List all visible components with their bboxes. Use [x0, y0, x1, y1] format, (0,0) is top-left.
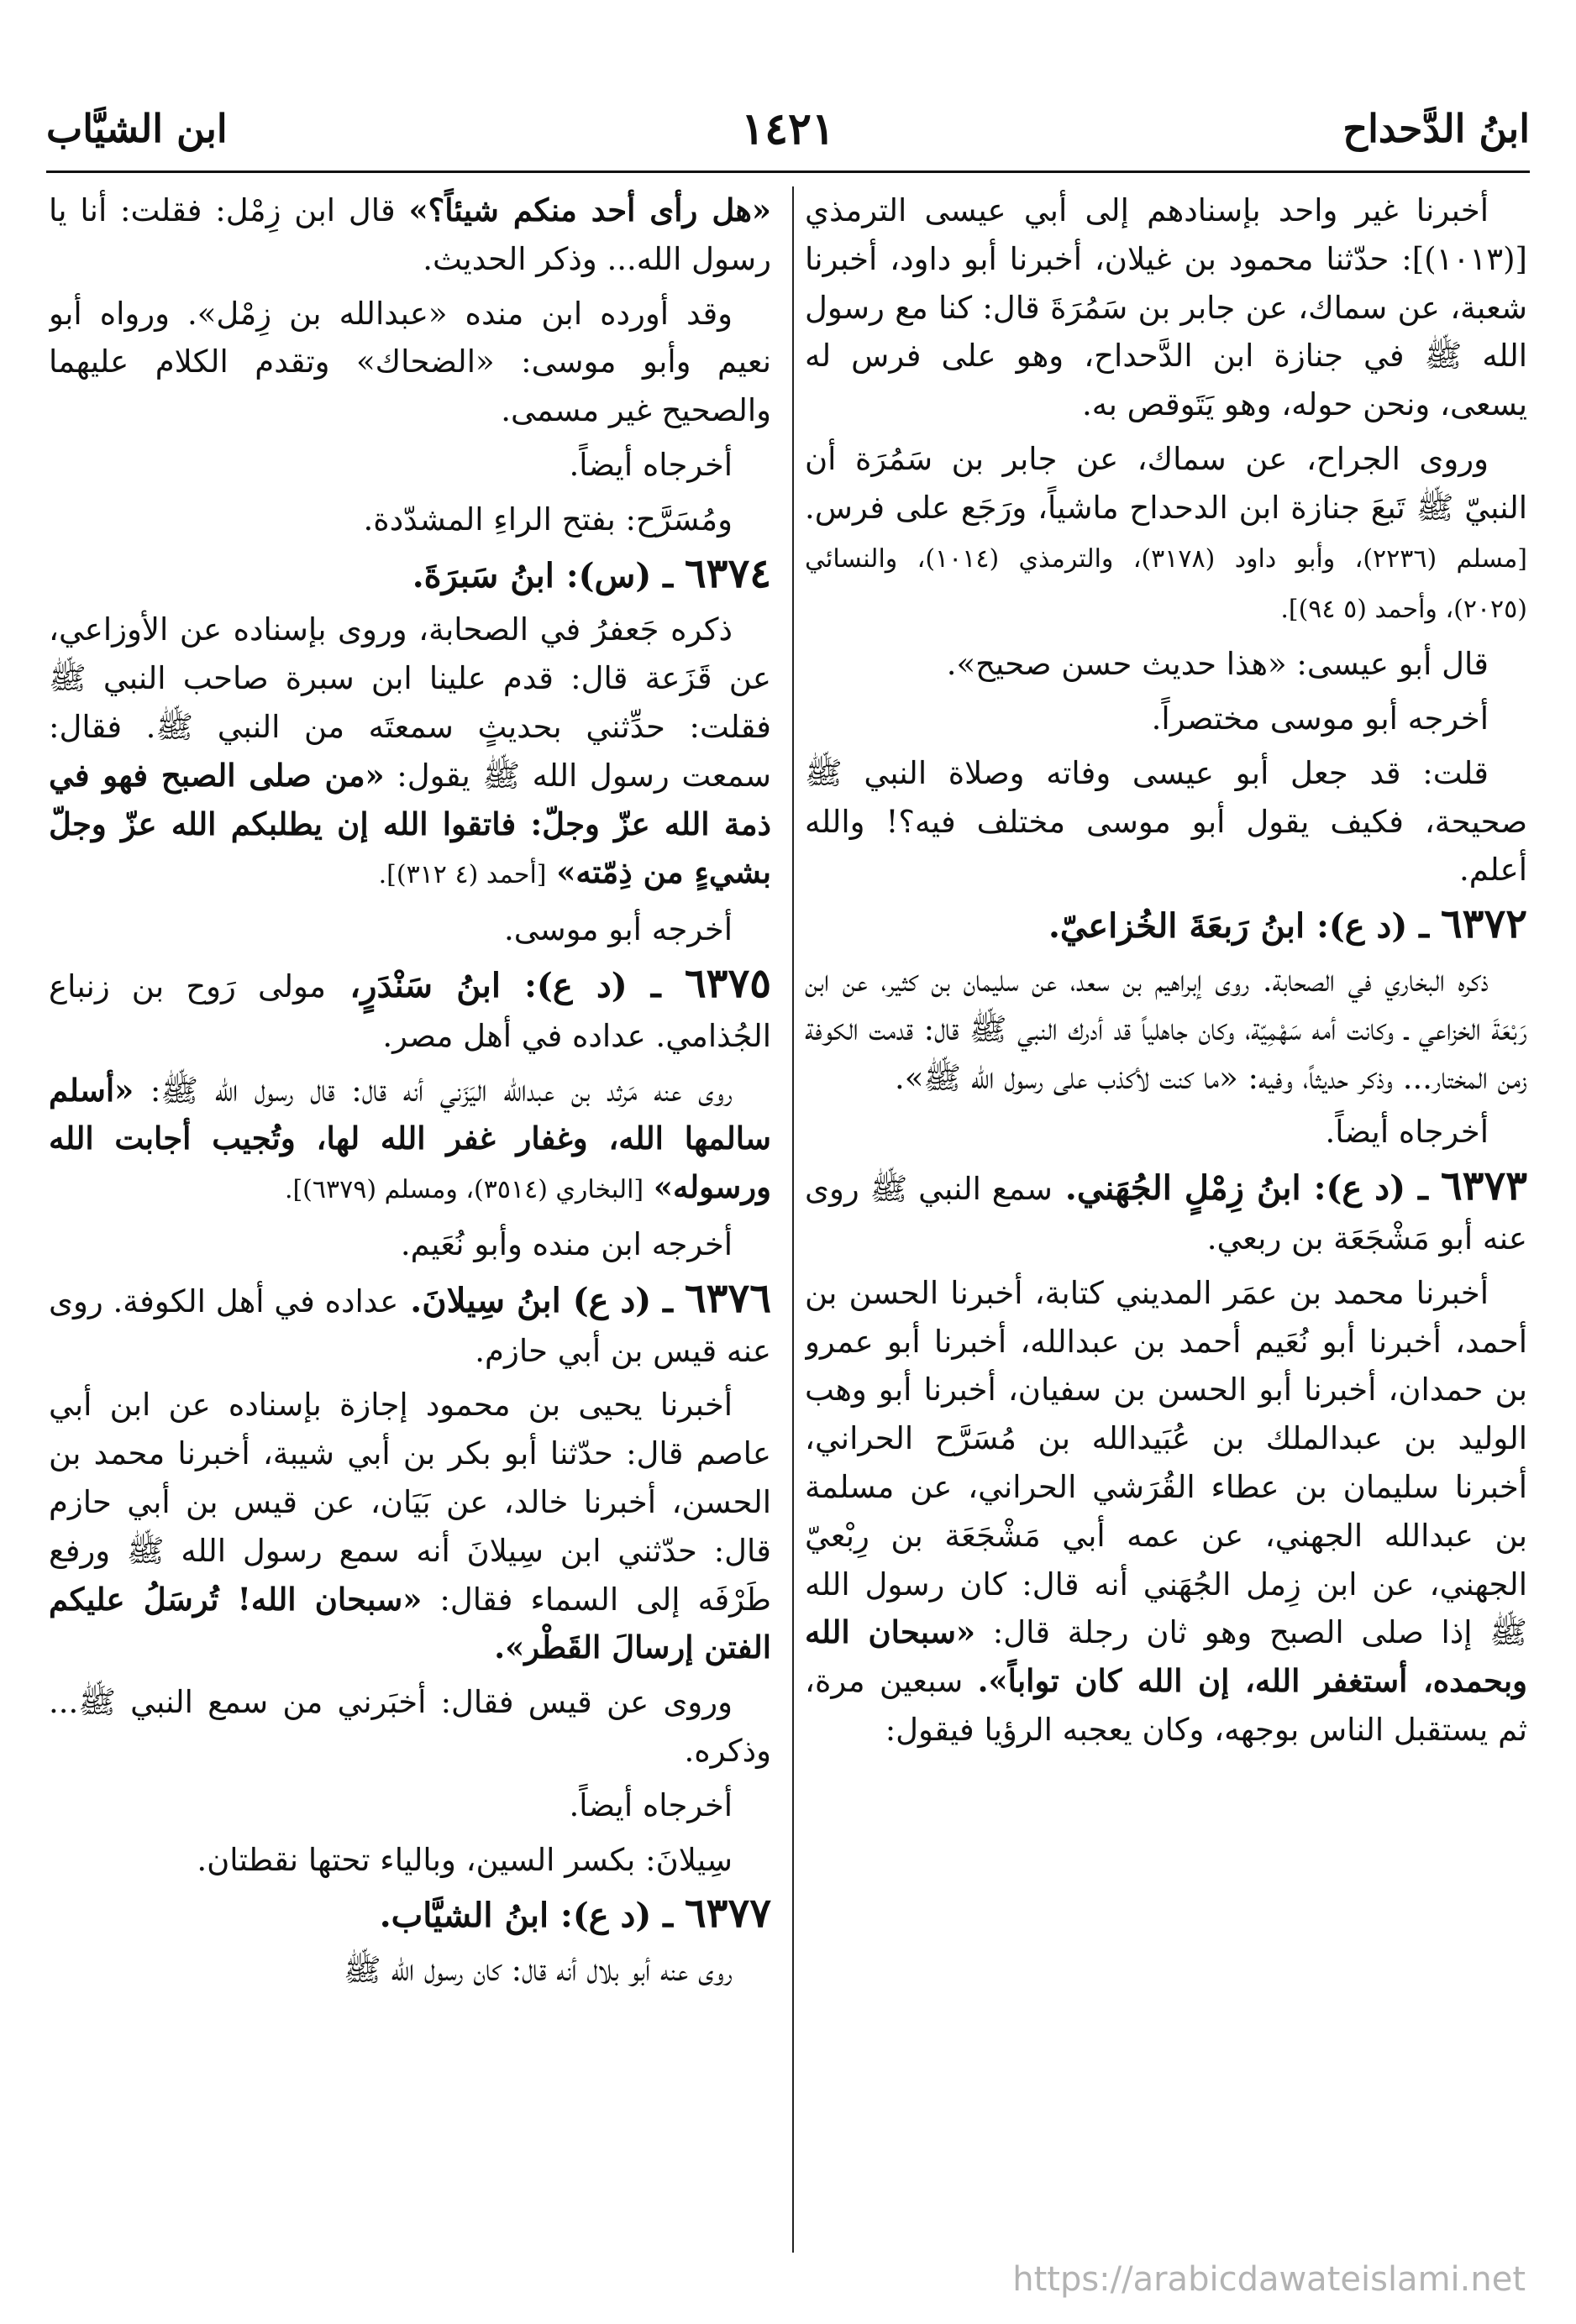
- paragraph: ومُسَرَّح: بفتح الراءِ المشدّدة.: [363, 501, 733, 538]
- entry-number: ٦٣٧٥: [684, 959, 771, 1007]
- quoted-text: «سبحان الله! تُرسَلُ عليكم الفتن إرسالَ القَطْر».: [49, 1580, 771, 1666]
- paragraph-text: ذكره جَعفرُ في الصحابة، وروى بإسناده عن الأوزاعي، عن قَزَعة قال: قدم علينا ابن سبرة صاحب النبي ﷺ فقلت: حدِّثني بحديثٍ سمعتَه من النبي ﷺ. فقال: سمعت رسول الله ﷺ يقول:: [49, 611, 771, 794]
- paragraph: [805, 1269, 1527, 1755]
- page-number: ١٤٢١: [741, 102, 835, 155]
- paragraph: وروى عن قيس فقال: أخبَرني من سمع النبي ﷺ... وذكره.: [49, 1684, 771, 1769]
- entry-title: ـ (د ع): ابنُ الشيَّاب.: [379, 1896, 673, 1936]
- paragraph: أخرجه ابن منده وأبو نُعَيم.: [400, 1225, 733, 1262]
- entry-number: ٦٣٧٤: [684, 549, 771, 597]
- paragraph: [805, 435, 1527, 634]
- entry-number: ٦٣٧٣: [1440, 1162, 1527, 1210]
- paragraph: أخرجه أبو موسى.: [503, 911, 733, 948]
- entry-title: ـ (د ع): ابنُ رَبعَةَ الخُزاعيّ.: [1048, 906, 1429, 947]
- paragraph: أخرجاه أيضاً.: [569, 446, 733, 483]
- quoted-text: «سبحان الله وبحمده، أستغفر الله، إن الله كان تواباً».: [805, 1613, 1527, 1700]
- entry-number: ٦٣٧٧: [684, 1890, 771, 1938]
- citation: [البخاري (٣٥١٤)، ومسلم (٦٣٧٩)].: [284, 1175, 644, 1205]
- paragraph: [49, 1067, 771, 1214]
- page-header: [46, 91, 1530, 166]
- citation: [أحمد (٤ ٣١٢)].: [378, 860, 547, 890]
- paragraph-text: أخبرنا يحيى بن محمود إجازة بإسناده عن ابن أبي عاصم قال: حدّثنا أبو بكر بن أبي شيبة، أخبرنا محمد بن الحسن، أخبرنا خالد، عن بَيَان، عن قيس بن أبي حازم قال: حدّثني ابن سِيلانَ أنه سمع رسول الله ﷺ ورفع طَرْفَه إلى السماء فقال:: [49, 1387, 771, 1618]
- entry-number: ٦٣٧٦: [684, 1274, 771, 1322]
- paragraph: [49, 606, 771, 900]
- paragraph-text: روى عنه مَرثد بن عبدالله اليَزَني أنه قال: قال رسول الله ﷺ:: [150, 1072, 733, 1109]
- paragraph: قلت: قد جعل أبو عيسى وفاته وصلاة النبي ﷺ صحيحة، فكيف يقول أبو موسى مختلف فيه؟! والله أعلم.: [805, 754, 1527, 889]
- paragraph-text: أخبرنا محمد بن عمَر المديني كتابة، أخبرنا الحسن بن أحمد، أخبرنا أبو نُعَيم أحمد بن عبدالله، أخبرنا أبو عمرو بن حمدان، أخبرنا أبو الحسن بن سفيان، أخبرنا أبو وهب الوليد بن عبدالملك بن عُبَيدالله بن مُسَرَّح الحراني، أخبرنا سليمان بن عطاء القُرَشي الحراني، عن مسلمة بن عبدالله الجهني، عن عمه أبي مَشْجَعَة بن رِبْعيّ الجهني، عن ابن زِمل الجُهَني أنه قال: كان رسول الله ﷺ إذا صلى الصبح وهو ثان رجلة قال:: [805, 1274, 1527, 1651]
- paragraph: ذكره البخاري في الصحابة. روى إبراهيم بن سعد، عن سليمان بن كثير، عن ابن رَبْعَةَ الخزاعي ـ وكانت أمه سَهْمِيّة، وكان جاهلياً قد أدرك النبي ﷺ قال: قدمت الكوفة زمن المختار... وذكر حديثاً، وفيه: «ما كنت لأكذب على رسول الله ﷺ».: [805, 962, 1527, 1096]
- paragraph: [49, 186, 771, 284]
- right-column: [805, 186, 1527, 2261]
- quoted-text: «هل رأى أحد منكم شيئاً؟»: [408, 191, 771, 228]
- left-column: [49, 186, 771, 2261]
- paragraph: [49, 1381, 771, 1672]
- paragraph-text: وروى الجراح، عن سماك، عن جابر بن سَمُرَة أن النبيّ ﷺ تَبعَ جنازة ابن الدحداح ماشياً، ورَجَع على فرس.: [805, 440, 1527, 526]
- paragraph: أخرجاه أيضاً.: [569, 1786, 733, 1823]
- paragraph: قال أبو عيسى: «هذا حديث حسن صحيح».: [946, 646, 1489, 683]
- entry-heading-6373: [805, 1162, 1527, 1263]
- entry-text: مولى رَوح بن زنباع الجُذامي. عداده في أهل مصر.: [49, 968, 771, 1054]
- paragraph: أخرجه أبو موسى مختصراً.: [1151, 700, 1489, 737]
- entry-title: ـ (د ع) ابنُ سِيلانَ.: [410, 1280, 673, 1320]
- entry-heading-6377: [49, 1890, 771, 1940]
- column-divider: [792, 186, 794, 2253]
- entry-text: سمع النبي ﷺ روى عنه أبو مَشْجَعَة بن ربعي.: [805, 1171, 1527, 1256]
- quoted-text: «من صلى الصبح فهو في ذمة الله عزّ وجلّ: فاتقوا الله إن يطلبكم الله عزّ وجلّ بشيءٍ من ذِمّته»: [49, 756, 771, 891]
- entry-title: ـ (د ع): ابنُ سَنْدَرٍ،: [349, 965, 661, 1005]
- quoted-text: «أسلم سالمها الله، وغفار غفر الله لها، وتُجيب أجابت الله ورسوله»: [49, 1071, 771, 1206]
- entry-heading-6375: [49, 960, 771, 1061]
- entry-heading-6372: [805, 900, 1527, 951]
- entry-number: ٦٣٧٢: [1440, 900, 1527, 948]
- watermark-url: https://arabicdawateislami.net: [1012, 2260, 1526, 2299]
- paragraph: وقد أورده ابن منده «عبدالله بن زِمْل». ورواه أبو نعيم وأبو موسى: «الضحاك» وتقدم الكلام عليهما والصحيح غير مسمى.: [49, 295, 771, 429]
- paragraph-text: قال ابن زِمْل: فقلت: أنا يا رسول الله... وذكر الحديث.: [49, 192, 771, 277]
- paragraph: أخرجاه أيضاً.: [1325, 1114, 1489, 1151]
- paragraph: روى عنه أبو بلال أنه قال: كان رسول الله ﷺ: [343, 1952, 733, 1989]
- entry-heading-6374: [49, 550, 771, 601]
- paragraph-text: سبعين مرة، ثم يستقبل الناس بوجهه، وكان يعجبه الرؤيا فيقول:: [805, 1663, 1527, 1748]
- running-head-right: ابنُ الدَّحداح: [1342, 106, 1530, 151]
- entry-text: عداده في أهل الكوفة. روى عنه قيس بن أبي حازم.: [49, 1283, 771, 1369]
- running-head-left: ابن الشيَّاب: [46, 106, 228, 151]
- citation: [مسلم (٢٢٣٦)، وأبو داود (٣١٧٨)، والترمذي (١٠١٤)، والنسائي (٢٠٢٥)، وأحمد (٥ ٩٤)].: [805, 543, 1527, 625]
- paragraph: أخبرنا غير واحد بإسنادهم إلى أبي عيسى الترمذي [(١٠١٣)]: حدّثنا محمود بن غيلان، أخبرنا أبو داود، أخبرنا شعبة، عن سماك، عن جابر بن سَمُرَةَ قال: كنا مع رسول الله ﷺ في جنازة ابن الدَّحداح، وهو على فرس له يسعى، ونحن حوله، وهو يَتَوقص به.: [805, 192, 1527, 423]
- entry-heading-6376: [49, 1275, 771, 1376]
- paragraph: سِيلانَ: بكسر السين، وبالياء تحتها نقطتان.: [197, 1841, 733, 1878]
- entry-title: ـ (د ع): ابنُ زِمْلٍ الجُهَني.: [1064, 1168, 1428, 1209]
- header-rule: [46, 170, 1530, 173]
- entry-title: ـ (س): ابنُ سَبرَةَ.: [412, 555, 673, 595]
